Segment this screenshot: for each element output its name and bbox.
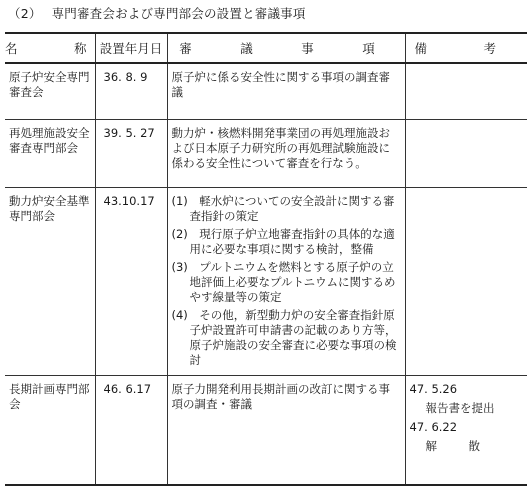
row-notes xyxy=(405,375,527,485)
row-matters xyxy=(167,375,405,485)
section-number: （2） xyxy=(8,6,42,21)
note-report: 報告書を提出 xyxy=(425,400,495,415)
matter-item-3: (3) プルトニウムを燃料とする原子炉の立地評価上必要なプルトニウムに関するめやす線量等の策定 xyxy=(171,259,396,304)
row-notes xyxy=(405,187,527,375)
row-date: 46. 6.17 xyxy=(95,375,167,485)
row-name: 原子炉安全専門審査会 xyxy=(5,63,95,119)
matter-text: 原子力開発利用長期計画の改訂に関する事項の調査・審議 xyxy=(171,381,390,411)
row-notes xyxy=(405,119,527,187)
row-notes xyxy=(405,63,527,119)
matter-text: 動力炉・核燃料開発事業団の再処理施設および日本原子力研究所の再処理試験施設に係わる安全性について審査を行なう。 xyxy=(171,125,390,170)
row-date: 39. 5. 27 xyxy=(95,119,167,187)
row-name: 長期計画専門部会 xyxy=(5,375,95,485)
row-name: 再処理施設安全審査専門部会 xyxy=(5,119,95,187)
matter-text: 原子炉に係る安全性に関する事項の調査審議 xyxy=(171,70,390,99)
matter-item-4: (4) その他，新型動力炉の安全審査指針原子炉設置許可申請書の記載のあり方等，原子炉施設の安全審査に必要な事項の検討 xyxy=(171,307,397,367)
table-row xyxy=(5,63,527,119)
section-title-text: 専門審査会および専門部会の設置と審議事項 xyxy=(51,6,306,21)
table-row xyxy=(5,119,527,187)
header-name: 名 称 xyxy=(5,33,95,63)
table-row xyxy=(5,187,527,375)
row-matters xyxy=(167,63,405,119)
note-date-dissolve: 47. 6.22 xyxy=(409,419,458,434)
row-date: 36. 8. 9 xyxy=(95,63,167,119)
row-matters xyxy=(167,187,405,375)
section-title xyxy=(8,4,306,22)
header-matters: 審 議 事 項 xyxy=(167,33,405,63)
note-date-report: 47. 5.26 xyxy=(409,381,458,396)
table-header-row xyxy=(5,33,527,63)
row-name: 動力炉安全基準専門部会 xyxy=(5,187,95,375)
note-dissolve: 解 散 xyxy=(425,438,490,453)
row-matters xyxy=(167,119,405,187)
matter-item-1: (1) 軽水炉についての安全設計に関する審査指針の策定 xyxy=(171,193,395,223)
row-date: 43.10.17 xyxy=(95,187,167,375)
matter-item-2: (2) 現行原子炉立地審査指針の具体的な適用に必要な事項に関する検討，整備 xyxy=(171,226,395,256)
header-notes: 備 考 xyxy=(405,33,527,63)
committee-table xyxy=(5,32,527,486)
header-date: 設置年月日 xyxy=(95,33,167,63)
table-row xyxy=(5,375,527,485)
